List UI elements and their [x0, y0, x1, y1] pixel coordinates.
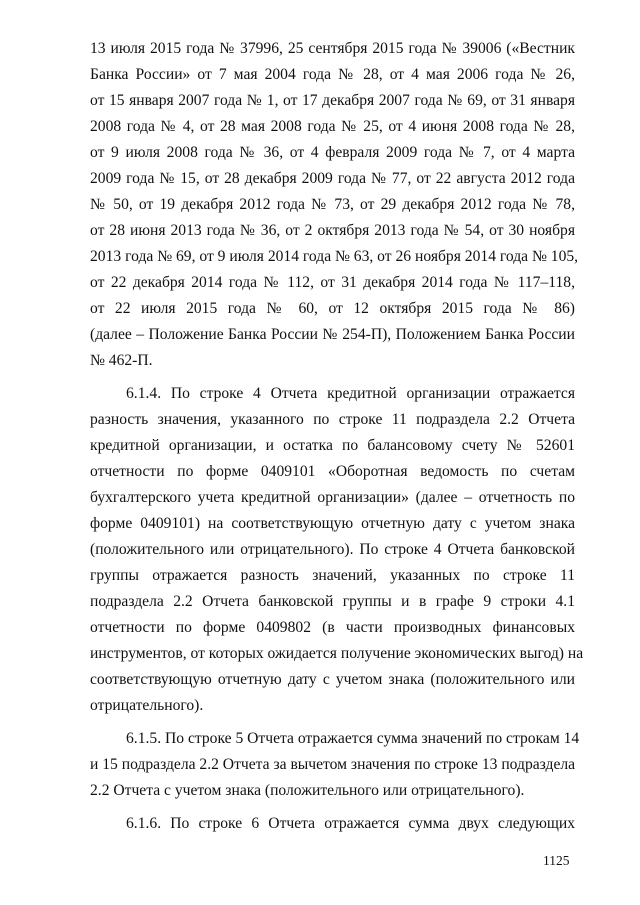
- text-line: отчетности по форме 0409802 (в части производных финансовых: [90, 619, 575, 636]
- page-number: 1125: [543, 853, 570, 868]
- text-line: кредитной организации, и остатка по балансовому счету № 52601: [90, 437, 575, 454]
- text-line: форме 0409101) на соответствующую отчетную дату с учетом знака: [90, 515, 575, 532]
- text-line: 6.1.5. По строке 5 Отчета отражается сумма значений по строкам 14: [126, 730, 580, 747]
- text-line: бухгалтерского учета кредитной организации» (далее – отчетность по: [90, 489, 575, 506]
- text-line: от 28 июня 2013 года № 36, от 2 октября 2013 года № 54, от 30 ноября: [90, 222, 575, 239]
- text-line: подраздела 2.2 Отчета банковской группы и в графе 9 строки 4.1: [90, 593, 575, 610]
- paragraph-6-1-4: [90, 381, 584, 719]
- text-line: от 22 июля 2015 года № 60, от 12 октября 2015 года № 86): [90, 300, 575, 317]
- text-line: № 462-П.: [90, 352, 153, 369]
- text-line: разность значения, указанного по строке 11 подраздела 2.2 Отчета: [90, 411, 575, 428]
- text-line: отчетности по форме 0409101 «Оборотная ведомость по счетам: [90, 463, 575, 480]
- paragraph-spacer: [90, 374, 575, 381]
- paragraph-spacer: [90, 719, 575, 726]
- text-line: отрицательного).: [90, 697, 204, 714]
- text-line: № 50, от 19 декабря 2012 года № 73, от 29 декабря 2012 года № 78,: [90, 196, 575, 213]
- paragraph-spacer: [90, 804, 575, 811]
- text-line: группы отражается разность значений, указанных по строке 11: [90, 567, 575, 584]
- text-line: 2013 года № 69, от 9 июля 2014 года № 63, от 26 ноября 2014 года № 105,: [90, 248, 579, 265]
- text-line: Банка России» от 7 мая 2004 года № 28, от 4 мая 2006 года № 26,: [90, 66, 575, 83]
- text-line: инструментов, от которых ожидается получение экономических выгод) на: [90, 645, 584, 662]
- text-line: (далее – Положение Банка России № 254-П), Положением Банка России: [90, 326, 575, 343]
- text-line: соответствующую отчетную дату с учетом знака (положительного или: [90, 671, 575, 688]
- paragraph-6-1-6: [90, 811, 575, 837]
- text-line: и 15 подраздела 2.2 Отчета за вычетом значения по строке 13 подраздела: [90, 756, 576, 773]
- text-line: 6.1.4. По строке 4 Отчета кредитной организации отражается: [126, 385, 575, 402]
- text-line: от 22 декабря 2014 года № 112, от 31 декабря 2014 года № 117–118,: [90, 274, 575, 291]
- paragraph-regulation-references: [90, 36, 579, 374]
- text-line: 2008 года № 4, от 28 мая 2008 года № 25, от 4 июня 2008 года № 28,: [90, 118, 575, 135]
- text-line: 6.1.6. По строке 6 Отчета отражается сумма двух следующих: [126, 815, 575, 832]
- text-line: 2009 года № 15, от 28 декабря 2009 года № 77, от 22 августа 2012 года: [90, 170, 575, 187]
- text-line: 2.2 Отчета с учетом знака (положительного или отрицательного).: [90, 782, 525, 799]
- document-page: [90, 36, 584, 837]
- text-line: от 15 января 2007 года № 1, от 17 декабря 2007 года № 69, от 31 января: [90, 92, 575, 109]
- text-line: от 9 июля 2008 года № 36, от 4 февраля 2009 года № 7, от 4 марта: [90, 144, 575, 161]
- paragraph-6-1-5: [90, 726, 580, 804]
- text-line: (положительного или отрицательного). По строке 4 Отчета банковской: [90, 541, 575, 558]
- text-line: 13 июля 2015 года № 37996, 25 сентября 2015 года № 39006 («Вестник: [90, 40, 575, 57]
